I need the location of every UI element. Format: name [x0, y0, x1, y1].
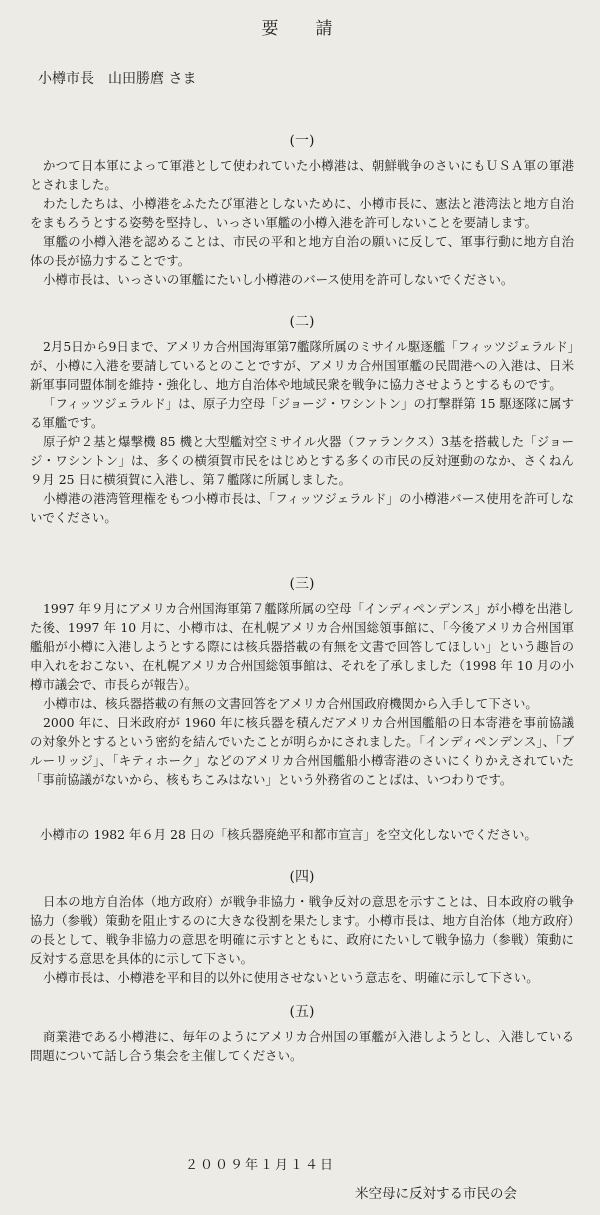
paragraph: 2000 年に、日米政府が 1960 年に核兵器を積んだアメリカ合州国艦船の日本寄港を事前協議の対象外とするという密約を結んでいたことが明らかにされました。「インディペンデンス」、「ブルーリッジ」、「キティホーク」などのアメリカ合州国艦船小樽寄港のさいにくりかえされていた「事前協議がないから、核もちこみはない」という外務省のことばは、いつわりです。 — [30, 715, 574, 787]
organization-name: 米空母に反対する市民の会 — [355, 1186, 517, 1202]
paragraph: 日本の地方自治体（地方政府）が戦争非協力・戦争反対の意思を示すことは、日本政府の戦争協力（参戦）策動を阻止するのに大きな役割を果たします。小樽市長は、地方自治体（地方政府）の長として、戦争非協力の意思を明確に示すとともに、政府にたいして戦争協力（参戦）策動に反対する意思を具体的に示して下さい。 — [30, 894, 574, 966]
paragraph: 小樽港の港湾管理権をもつ小樽市長は、「フィッツジェラルド」の小樽港バース使用を許可しないでください。 — [30, 491, 574, 525]
paragraph: 原子炉２基と爆撃機 85 機と大型艦対空ミサイル火器（ファランクス）3基を搭載した「ジョージ・ワシントン」は、多くの横須賀市民をはじめとする多くの市民の反対運動のなか、さくねん９月 25 日に横須賀に入港し、第７艦隊に所属しました。 — [30, 434, 574, 487]
paragraph: かつて日本軍によって軍港として使われていた小樽港は、朝鮮戦争のさいにもＵＳＡ軍の軍港とされました。 — [30, 158, 574, 192]
document-footer — [0, 1140, 600, 1200]
section-5 — [30, 1001, 574, 1065]
section-heading: (二) — [289, 314, 315, 330]
section-4 — [30, 866, 574, 987]
paragraph: 商業港である小樽港に、毎年のようにアメリカ合州国の軍艦が入港しようとし、入港している問題について話し合う集会を主催してください。 — [30, 1029, 574, 1063]
section-2 — [30, 311, 574, 527]
paragraph: 小樽市長は、いっさいの軍艦にたいし小樽港のバース使用を許可しないでください。 — [43, 272, 514, 287]
paragraph: 2月5日から9日まで、アメリカ合州国海軍第7艦隊所属のミサイル駆逐艦「フィッツジェラルド」が、小樽に入港を要請しているとのことですが、アメリカ合州国軍艦の民間港への入港は、日米新軍事同盟体制を維持・強化し、地方自治体や地域民衆を戦争に協力させようとするものです。 — [30, 339, 574, 392]
paragraph: 1997 年９月にアメリカ合州国海軍第７艦隊所属の空母「インディペンデンス」が小樽を出港した後、1997 年 10 月に、小樽市は、在札幌アメリカ合州国総領事館に、「今後アメリカ合州国軍艦船が小樽に入港しようとする際には核兵器搭載の有無を文書で回答してほしい」という趣旨の申入れをおこない、在札幌アメリカ合州国総領事館は、それを了承しました（1998 年 10 月の小樽市議会で、市長らが報告）。 — [30, 601, 574, 692]
document-date: ２００９年１月１４日 — [185, 1158, 336, 1173]
paragraph: わたしたちは、小樽港をふたたび軍港としないために、小樽市長に、憲法と港湾法と地方自治をまもろうとする姿勢を堅持し、いっさい軍艦の小樽入港を許可しないことを要請します。 — [30, 196, 574, 230]
paragraph: 小樽市は、核兵器搭載の有無の文書回答をアメリカ合州国政府機関から入手して下さい。 — [43, 696, 538, 711]
document-title: 要 請 — [261, 19, 343, 39]
addressee: 小樽市長 山田勝麿 さま — [38, 71, 197, 87]
section-heading: (一) — [289, 133, 315, 149]
paragraph: 軍艦の小樽入港を認めることは、市民の平和と地方自治の願いに反して、軍事行動に地方自治体の長が協力することです。 — [30, 234, 574, 268]
section-heading: (三) — [289, 576, 315, 592]
section-3 — [30, 573, 574, 789]
section-heading: (四) — [289, 869, 315, 885]
section-1 — [30, 130, 574, 289]
standalone-request: 小樽市の 1982 年６月 28 日の「核兵器廃絶平和都市宣言」を空文化しないでください。 — [40, 827, 537, 842]
section-heading: (五) — [289, 1004, 315, 1020]
paragraph: 小樽市長は、小樽港を平和目的以外に使用させないという意志を、明確に示して下さい。 — [43, 970, 539, 985]
paragraph: 「フィッツジェラルド」は、原子力空母「ジョージ・ワシントン」の打撃群第 15 駆逐隊に属する軍艦です。 — [30, 396, 574, 430]
